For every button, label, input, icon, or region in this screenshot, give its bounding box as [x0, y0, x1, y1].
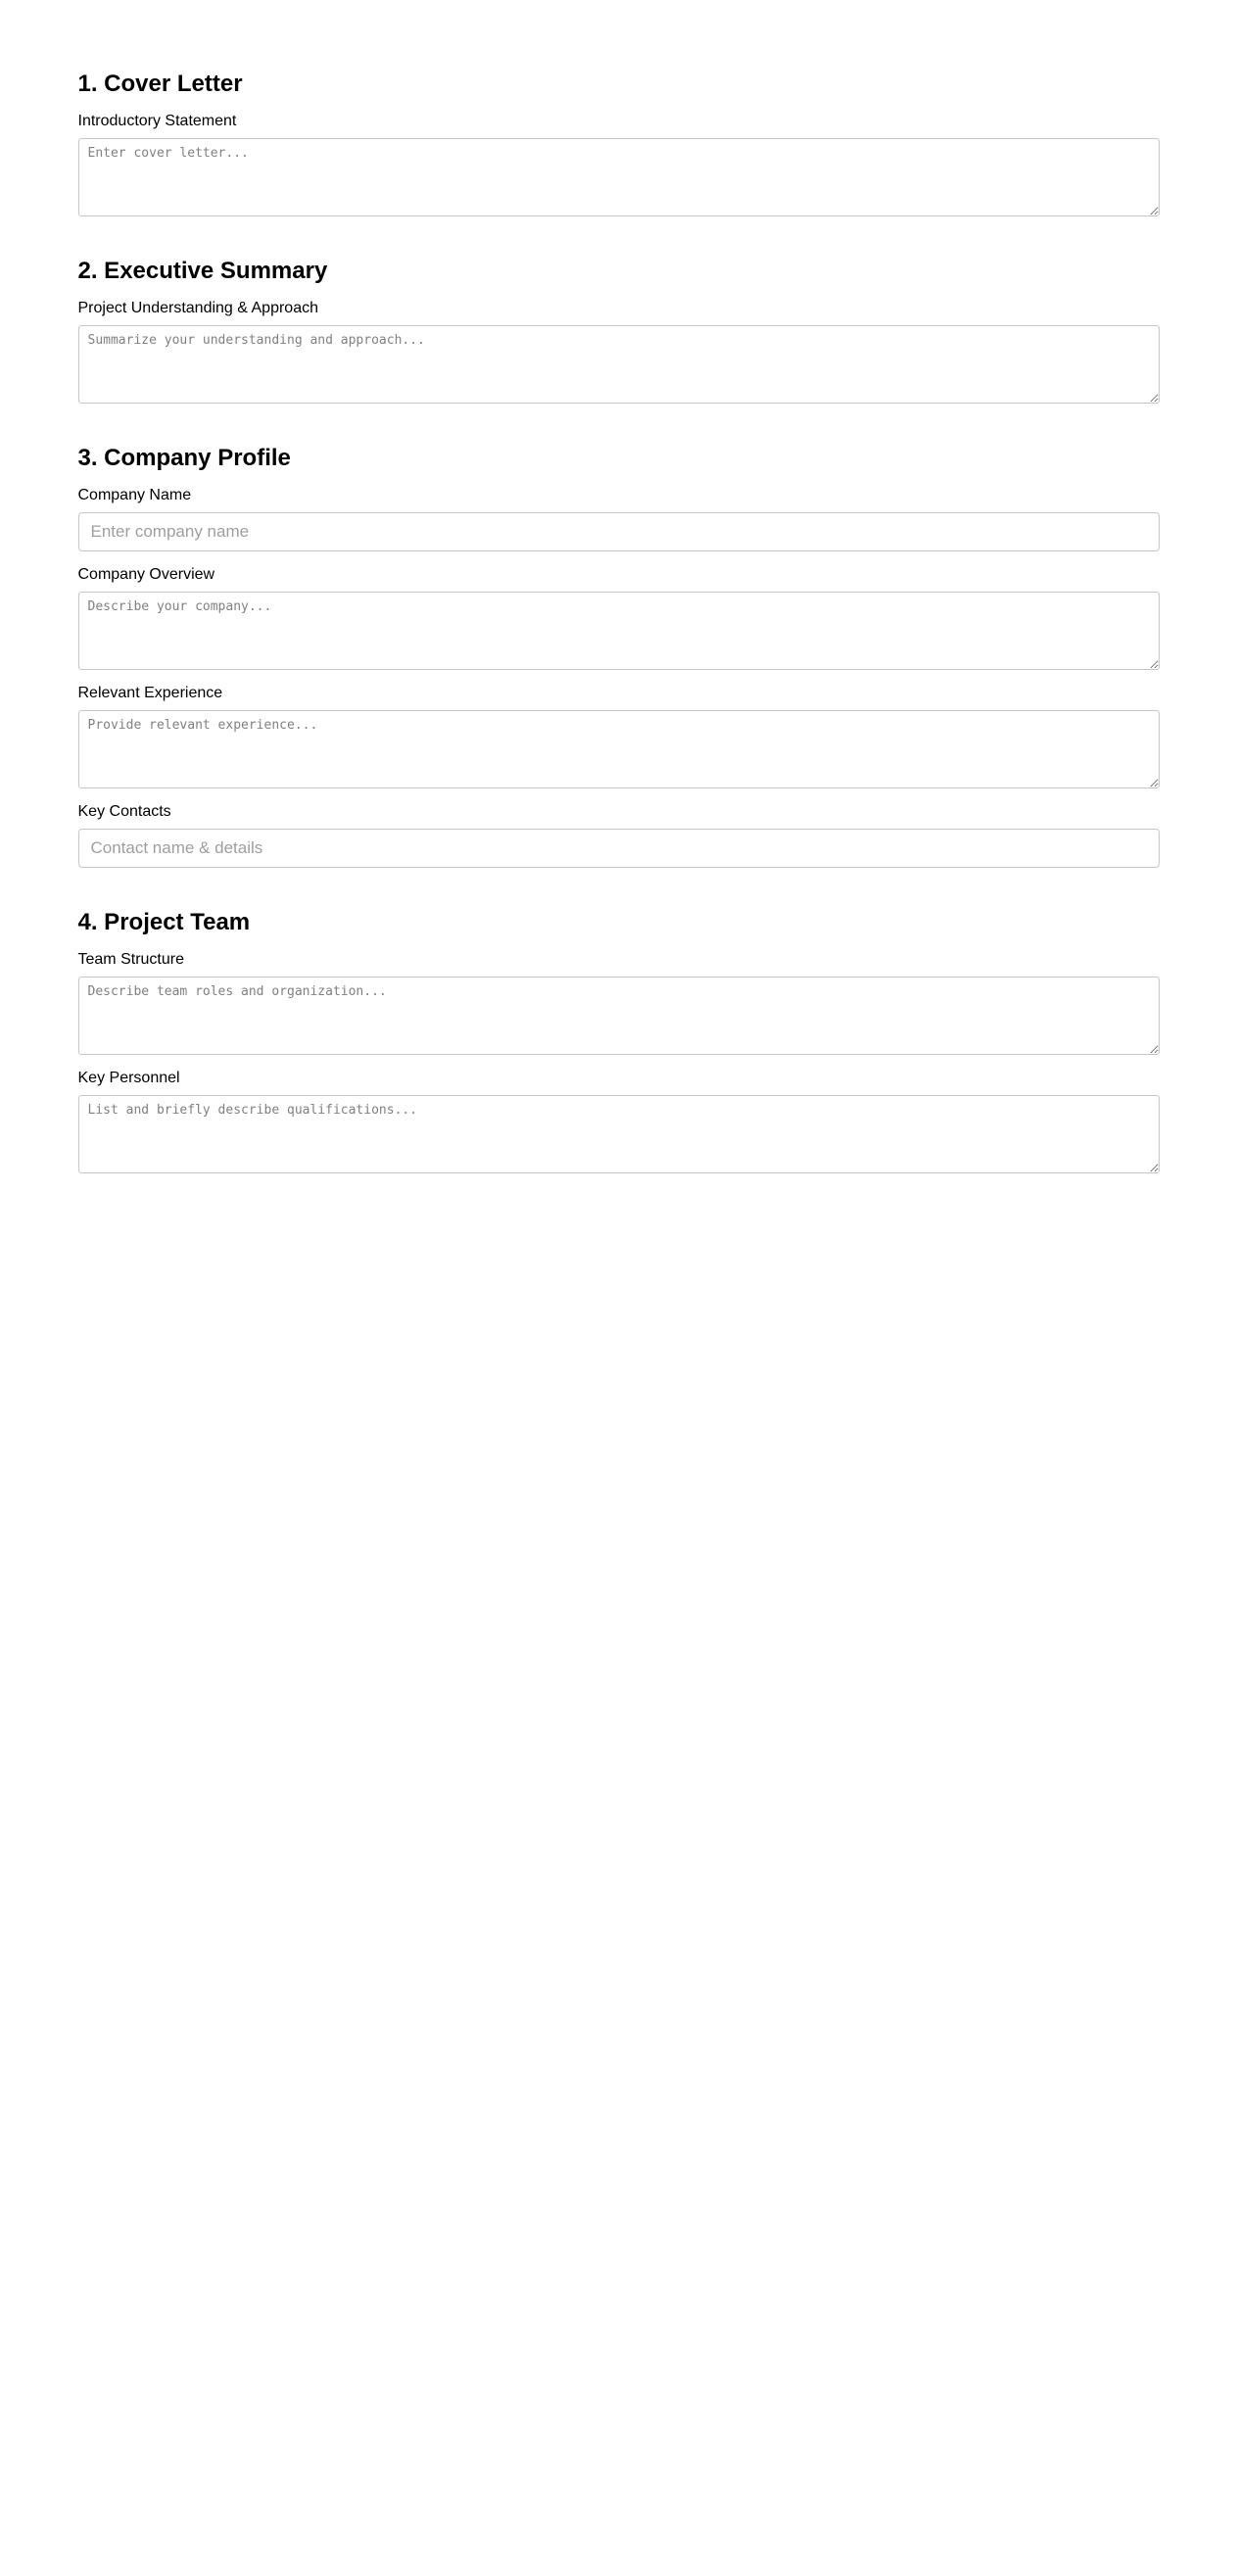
section-executive-summary	[78, 258, 1160, 404]
company-overview-textarea[interactable]	[78, 592, 1160, 670]
team-structure-textarea[interactable]	[78, 977, 1160, 1055]
section-title-project-team: 4. Project Team	[77, 909, 251, 935]
key-personnel-label: Key Personnel	[77, 1070, 180, 1086]
key-contacts-input[interactable]	[78, 829, 1160, 868]
section-title-company-profile: 3. Company Profile	[77, 445, 291, 471]
field-key-contacts	[78, 802, 1160, 868]
company-name-input[interactable]	[78, 512, 1160, 551]
field-project-understanding	[78, 299, 1160, 404]
relevant-experience-textarea[interactable]	[78, 710, 1160, 788]
key-personnel-textarea[interactable]	[78, 1095, 1160, 1173]
section-cover-letter	[78, 71, 1160, 216]
proposal-form	[78, 0, 1160, 2505]
company-overview-label: Company Overview	[77, 566, 215, 583]
project-understanding-label: Project Understanding & Approach	[77, 300, 318, 316]
field-company-overview	[78, 565, 1160, 670]
relevant-experience-label: Relevant Experience	[77, 685, 223, 701]
team-structure-label: Team Structure	[77, 951, 184, 968]
introductory-statement-textarea[interactable]	[78, 138, 1160, 216]
section-title-executive-summary: 2. Executive Summary	[77, 258, 328, 284]
field-relevant-experience	[78, 684, 1160, 788]
field-introductory-statement	[78, 112, 1160, 216]
field-key-personnel	[78, 1069, 1160, 1173]
section-company-profile	[78, 445, 1160, 868]
section-project-team	[78, 909, 1160, 1173]
project-understanding-textarea[interactable]	[78, 325, 1160, 404]
field-team-structure	[78, 950, 1160, 1055]
company-name-label: Company Name	[77, 487, 192, 503]
section-title-cover-letter: 1. Cover Letter	[77, 71, 243, 97]
introductory-statement-label: Introductory Statement	[77, 113, 237, 129]
field-company-name	[78, 486, 1160, 551]
key-contacts-label: Key Contacts	[77, 803, 171, 820]
